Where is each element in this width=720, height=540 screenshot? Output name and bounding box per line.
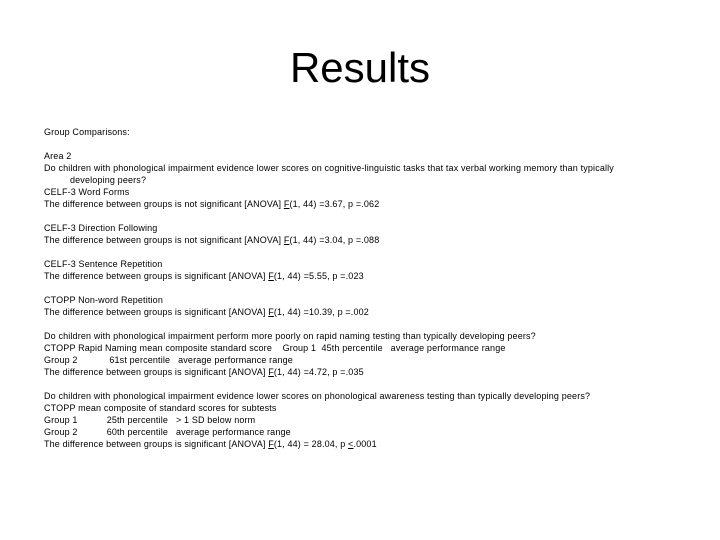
phonological-awareness-question: Do children with phonological impairment evidence lower scores on phonological awareness testing than typically developing peers? xyxy=(44,391,591,401)
question-1-line-1: Do children with phonological impairment evidence lower scores on cognitive-linguistic tasks that tax verbal working memory than typically xyxy=(44,163,614,173)
slide-title xyxy=(0,44,720,92)
celf-direction-heading: CELF-3 Direction Following xyxy=(44,223,158,233)
area-label: Area 2 xyxy=(44,151,72,161)
rapid-naming-group-1: CTOPP Rapid Naming mean composite standard score Group 1 45th percentile average performance range xyxy=(44,343,506,353)
rapid-naming-question: Do children with phonological impairment perform more poorly on rapid naming testing than typically developing peers? xyxy=(44,331,536,341)
celf-sentence-heading: CELF-3 Sentence Repetition xyxy=(44,259,163,269)
phonological-awareness-group-2: Group 2 60th percentile average performance range xyxy=(44,427,291,437)
phonological-awareness-subtests: CTOPP mean composite of standard scores for subtests xyxy=(44,403,277,413)
rapid-naming-result: The difference between groups is significant [ANOVA] F(1, 44) =4.72, p =.035 xyxy=(44,367,364,377)
celf-word-forms-heading: CELF-3 Word Forms xyxy=(44,187,130,197)
title-text: Results xyxy=(289,44,431,91)
group-comparisons-label: Group Comparisons: xyxy=(44,127,130,137)
celf-direction-result: The difference between groups is not significant [ANOVA] F(1, 44) =3.04, p =.088 xyxy=(44,235,380,245)
slide-body xyxy=(44,126,704,450)
ctopp-nonword-result: The difference between groups is significant [ANOVA] F(1, 44) =10.39, p =.002 xyxy=(44,307,369,317)
ctopp-nonword-heading: CTOPP Non-word Repetition xyxy=(44,295,163,305)
celf-sentence-result: The difference between groups is significant [ANOVA] F(1, 44) =5.55, p =.023 xyxy=(44,271,364,281)
rapid-naming-group-2: Group 2 61st percentile average performance range xyxy=(44,355,293,365)
celf-word-forms-result: The difference between groups is not significant [ANOVA] F(1, 44) =3.67, p =.062 xyxy=(44,199,380,209)
phonological-awareness-group-1: Group 1 25th percentile > 1 SD below norm xyxy=(44,415,256,425)
question-1-line-2: developing peers? xyxy=(70,175,147,185)
phonological-awareness-result: The difference between groups is significant [ANOVA] F(1, 44) = 28.04, p <.0001 xyxy=(44,439,377,449)
